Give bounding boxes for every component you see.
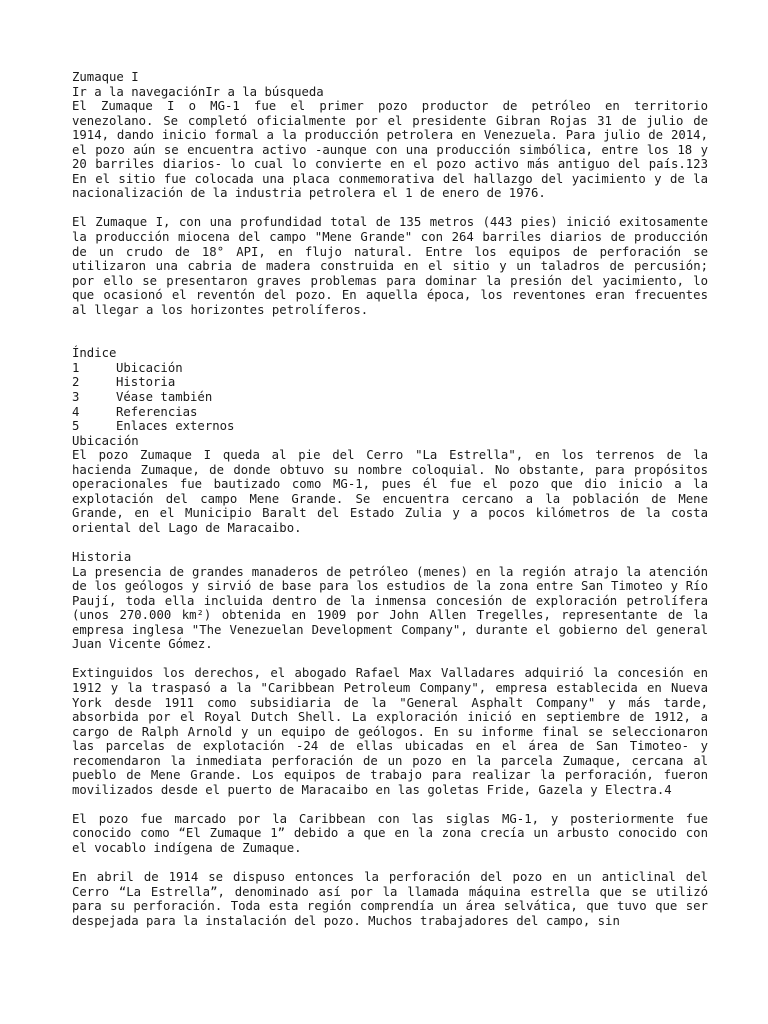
toc-item-number: 2 — [72, 375, 80, 390]
toc-item[interactable] — [72, 405, 708, 420]
toc-item-label[interactable]: Referencias — [116, 404, 198, 419]
historia-paragraph-4: En abril de 1914 se dispuso entonces la perforación del pozo en un anticlinal del Cerro “La Estrella”, denominado así por la llamada máquina estrella que se utilizó para su perforación. Toda esta región comprendía un área selvática, que tuvo que ser despejada para la instalación del pozo. Muchos trabajadores del campo, sin — [72, 870, 708, 928]
toc-item-number: 3 — [72, 390, 80, 405]
page-title: Zumaque I — [72, 70, 139, 84]
toc-heading: Índice — [72, 346, 117, 361]
paragraph-spacer — [72, 856, 708, 871]
toc-item[interactable] — [72, 419, 708, 434]
paragraph-spacer — [72, 797, 708, 812]
ubicacion-paragraph: El pozo Zumaque I queda al pie del Cerro "La Estrella", en los terrenos de la hacienda Zumaque, de donde obtuvo su nombre coloquial. No obstante, para propósitos operacionales fue bautizado como MG-1, pues él fue el pozo que dio inicio a la explotación del campo Mene Grande. Se encuentra cercano a la población de Mene Grande, en el Municipio Baralt del Estado Zulia y a pocos kilómetros de la costa oriental del Lago de Maracaibo. — [72, 448, 708, 535]
toc-item-label[interactable]: Enlaces externos — [116, 419, 235, 434]
toc-item-number: 1 — [72, 360, 80, 375]
toc-item-label[interactable]: Historia — [116, 375, 176, 390]
toc-item-number: 5 — [72, 419, 80, 434]
section-spacer — [72, 536, 708, 551]
intro-paragraph-2: El Zumaque I, con una profundidad total de 135 metros (443 pies) inició exitosamente la producción miocena del campo "Mene Grande" con 264 barriles diarios de producción de un crudo de 18° API, en flujo natural. Entre los equipos de perforación se utilizaron una cabria de madera construida en el sitio y un taladros de percusión; por ello se presentaron graves problemas para dominar la presión del yacimiento, lo que ocasionó el reventón del pozo. En aquella época, los reventones eran frecuentes al llegar a los horizontes petrolíferos. — [72, 215, 708, 317]
table-of-contents — [72, 346, 708, 433]
toc-item[interactable] — [72, 375, 708, 390]
section-heading-historia: Historia — [72, 550, 132, 565]
toc-item-number: 4 — [72, 404, 80, 419]
paragraph-spacer — [72, 652, 708, 667]
paragraph-spacer — [72, 201, 708, 216]
navigation-text: Ir a la navegaciónIr a la búsqueda — [72, 84, 324, 99]
intro-paragraph-1: El Zumaque I o MG-1 fue el primer pozo productor de petróleo en territorio venezolano. Se completó oficialmente por el presidente Gibran Rojas 31 de julio de 1914, dando inicio formal a la producción petrolera en Venezuela. Para julio de 2014, el pozo aún se encuentra activo -aunque con una producción simbólica, entre los 18 y 20 barriles diarios- lo cual lo convierte en el pozo activo más antiguo del país.123 En el sitio fue colocada una placa conmemorativa del hallazgo del yacimiento y de la nacionalización de la industria petrolera el 1 de enero de 1976. — [72, 99, 708, 201]
toc-item[interactable] — [72, 390, 708, 405]
toc-item[interactable] — [72, 361, 708, 376]
section-heading-ubicacion: Ubicación — [72, 433, 139, 448]
toc-item-label[interactable]: Ubicación — [116, 360, 183, 375]
historia-paragraph-2: Extinguidos los derechos, el abogado Rafael Max Valladares adquirió la concesión en 1912 y la traspasó a la "Caribbean Petroleum Company", empresa establecida en Nueva York desde 1911 como subsidiaria de la "General Asphalt Company" y más tarde, absorbida por el Royal Dutch Shell. La exploración inició en septiembre de 1912, a cargo de Ralph Arnold y un equipo de geólogos. En su informe final se seleccionaron las parcelas de explotación -24 de ellas ubicadas en el área de San Timoteo- y recomendaron la inmediata perforación de un pozo en la parcela Zumaque, cercana al pueblo de Mene Grande. Los equipos de trabajo para realizar la perforación, fueron movilizados desde el puerto de Maracaibo en las goletas Fride, Gazela y Electra.4 — [72, 666, 708, 797]
toc-item-label[interactable]: Véase también — [116, 390, 213, 405]
section-spacer — [72, 317, 708, 346]
historia-paragraph-1: La presencia de grandes manaderos de petróleo (menes) en la región atrajo la atención de los geólogos y sirvió de base para los estudios de la zona entre San Timoteo y Río Paují, toda ella incluida dentro de la inmensa concesión de exploración petrolífera (unos 270.000 km²) obtenida en 1909 por John Allen Tregelles, representante de la empresa inglesa "The Venezuelan Development Company", durante el gobierno del general Juan Vicente Gómez. — [72, 564, 708, 652]
historia-paragraph-3: El pozo fue marcado por la Caribbean con las siglas MG-1, y posteriormente fue conocido como “El Zumaque 1” debido a que en la zona crecía un arbusto conocido con el vocablo indígena de Zumaque. — [72, 811, 708, 855]
